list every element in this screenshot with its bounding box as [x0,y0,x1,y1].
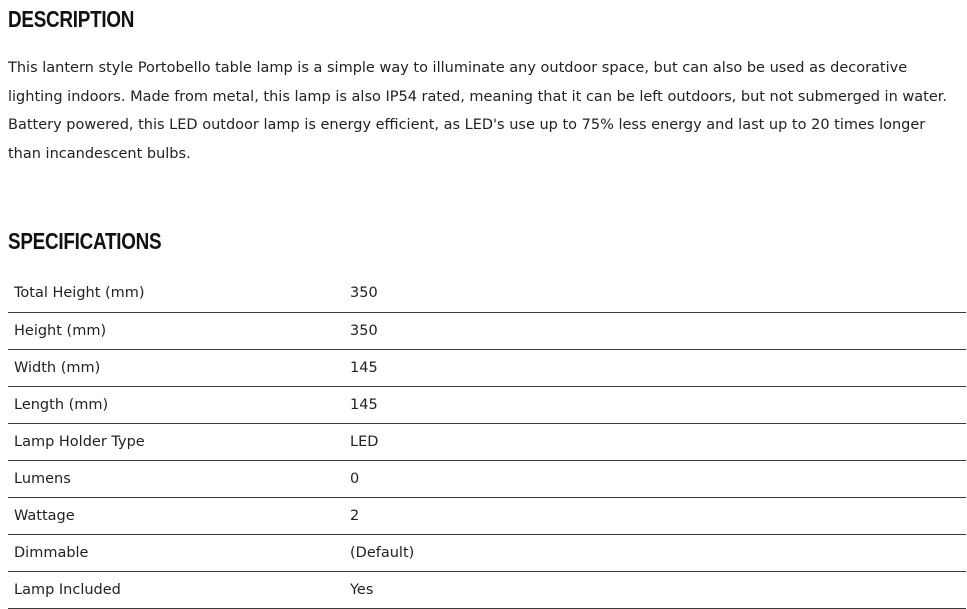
table-row [8,386,966,423]
table-row [8,349,966,386]
spec-label: Width (mm) [14,359,101,376]
table-row [8,497,966,534]
spec-value: LED [350,433,379,450]
description-heading: DESCRIPTION [8,6,135,32]
description-line: Battery powered, this LED outdoor lamp is energy efficient, as LED's use up to 75% less energy and last up to 20 times longer [8,117,926,134]
spec-value: Yes [350,581,374,598]
description-line: than incandescent bulbs. [8,146,191,163]
description-line: This lantern style Portobello table lamp is a simple way to illuminate any outdoor space, but can also be used as decorative [8,60,908,76]
spec-label: Lamp Holder Type [14,433,145,450]
table-row [8,312,966,349]
spec-label: Total Height (mm) [14,285,145,302]
description-text [8,54,967,169]
table-row [8,460,966,497]
specifications-heading: SPECIFICATIONS [8,228,162,254]
spec-label: Lamp Included [14,581,121,598]
table-row [8,534,966,571]
spec-value: 350 [350,285,378,302]
table-row [8,571,966,608]
spec-label: Length (mm) [14,396,109,413]
spec-label: Lumens [14,470,71,487]
spec-value: (Default) [350,544,415,561]
spec-value: 145 [350,396,378,413]
spec-label: Dimmable [14,544,89,561]
table-row [8,423,966,460]
spec-value: 0 [350,470,360,487]
spec-label: Height (mm) [14,322,107,339]
spec-value: 145 [350,359,378,376]
specifications-table [8,275,966,609]
spec-value: 350 [350,322,378,339]
spec-value: 2 [350,507,360,524]
description-line: lighting indoors. Made from metal, this lamp is also IP54 rated, meaning that it can be left outdoors, but not submerged in water. [8,88,947,105]
table-row [8,275,966,312]
spec-label: Wattage [14,507,75,524]
